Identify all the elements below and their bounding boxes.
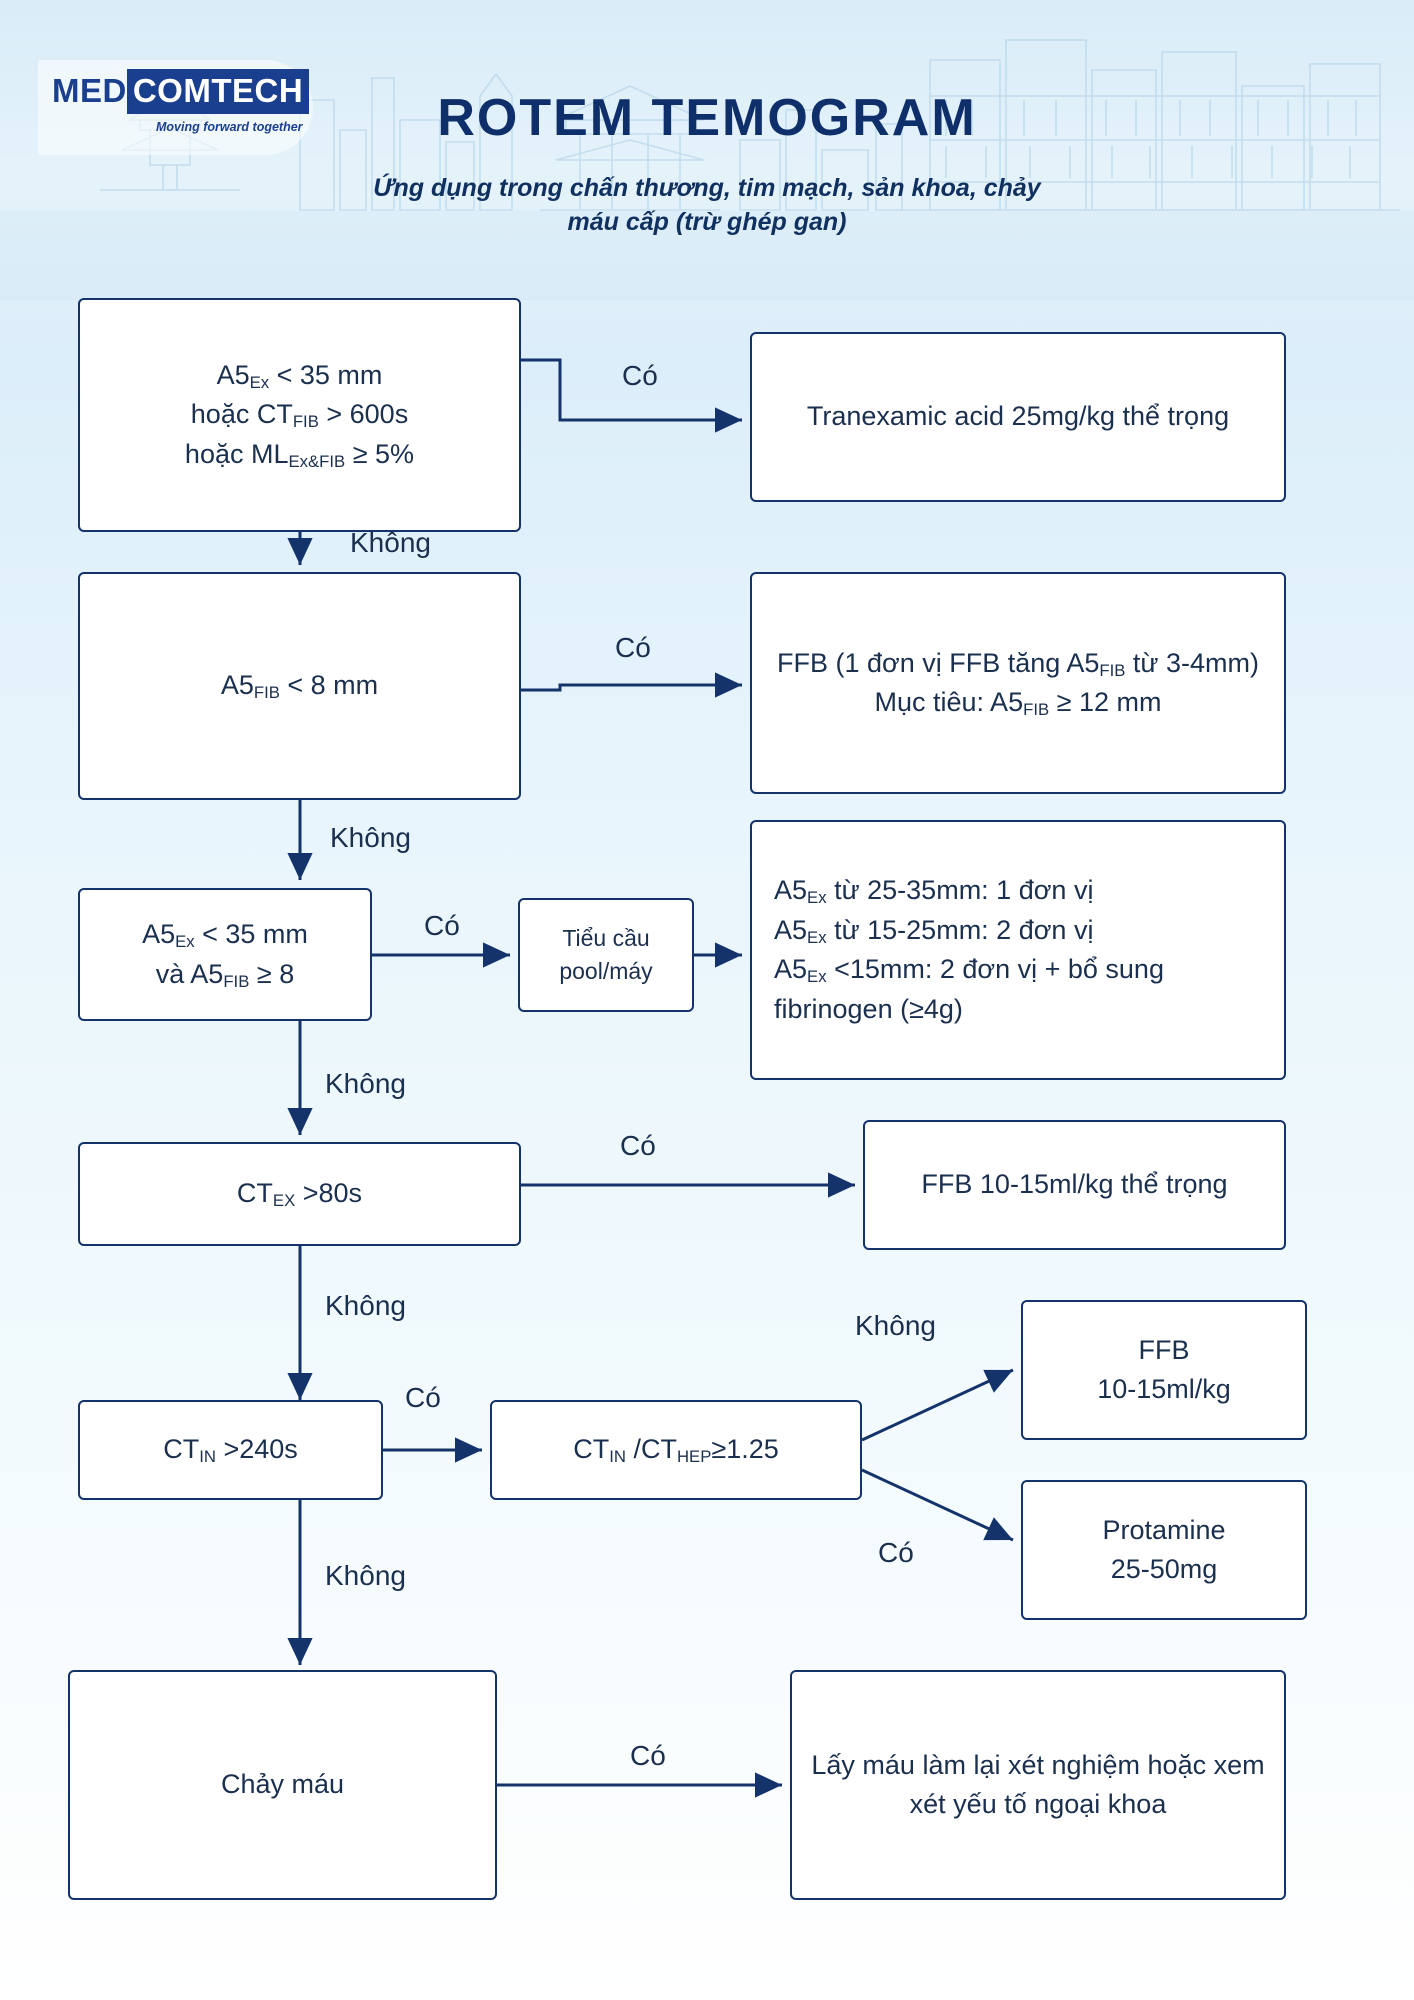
node-decision-3 xyxy=(78,888,372,1021)
edge-label-yes-1: Có xyxy=(622,360,658,391)
node-action-tranexamic xyxy=(750,332,1286,502)
node-action-platelet-detail xyxy=(750,820,1286,1080)
node-action-ffb-in-text: FFB 10-15ml/kg xyxy=(1097,1334,1231,1404)
node-decision-3-text: $A5_{Ex} < 35$ mm và $A5_{FIB} \ge 8$ xyxy=(142,919,308,991)
node-decision-5-text: $CT_{IN} >240s$ xyxy=(163,1434,298,1467)
page-subtitle: Ứng dụng trong chấn thương, tim mạch, sản khoa, chảy máu cấp (trừ ghép gan) xyxy=(373,174,1041,236)
node-action-platelet xyxy=(518,898,694,1012)
node-action-platelet-detail-text: $A5_{Ex}$ từ 25-35mm: 1 đơn vị $A5_{Ex}$ từ 15-25mm: 2 đơn vị $A5_{Ex} <15mm$: 2 đơn vị + bổ sung fibrinogen (≥4g) xyxy=(774,875,1164,1024)
node-decision-6-text: $CT_{IN}$ $/CT_{HEP}\ge 1.25$ xyxy=(573,1434,779,1467)
edge-label-yes-4: Có xyxy=(620,1130,656,1161)
edge-label-no-6: Không xyxy=(855,1310,936,1341)
node-decision-2-text: $A5_{FIB} < 8$ mm xyxy=(220,670,379,703)
edge-label-no-1: Không xyxy=(350,527,431,558)
node-action-ffb-fib-text: FFB (1 đơn vị FFB tăng $A5_{FIB}$ từ 3-4mm) Mục tiêu: $A5_{FIB} \ge 12$ mm xyxy=(777,647,1259,720)
edge-label-no-3: Không xyxy=(325,1068,406,1099)
node-decision-4-text: $CT_{EX} >80s$ xyxy=(236,1178,363,1211)
node-action-ffb-in xyxy=(1021,1300,1307,1440)
logo-comtech-text: COMTECH xyxy=(127,69,309,114)
edge-label-yes-7: Có xyxy=(630,1740,666,1771)
node-action-protamine-text: Protamine 25-50mg xyxy=(1102,1514,1226,1584)
node-decision-7-text: Chảy máu xyxy=(220,1769,345,1800)
node-action-ffb-fib xyxy=(750,572,1286,794)
edge-label-yes-6: Có xyxy=(878,1537,914,1568)
node-action-ffb-ex xyxy=(863,1120,1286,1250)
node-action-retest-text: Lấy máu làm lại xét nghiệm hoặc xem xét yếu tố ngoại khoa xyxy=(811,1749,1265,1819)
node-decision-2 xyxy=(78,572,521,800)
edge-label-no-5: Không xyxy=(325,1560,406,1591)
node-decision-1-text: $A5_{Ex} < 35$ mm hoặc $CT_{FIB} > 600s$ hoặc $ML_{Ex\&FIB} \ge 5\%$ xyxy=(184,359,415,471)
logo-med-text: MED xyxy=(52,72,127,109)
node-decision-5 xyxy=(78,1400,383,1500)
edge-label-yes-5: Có xyxy=(405,1382,441,1413)
node-decision-6 xyxy=(490,1400,862,1500)
edge-label-yes-3: Có xyxy=(424,910,460,941)
page-title: ROTEM TEMOGRAM xyxy=(437,89,977,147)
node-decision-7 xyxy=(68,1670,497,1900)
node-decision-1 xyxy=(78,298,521,532)
edge-label-no-2: Không xyxy=(330,822,411,853)
edge-label-no-4: Không xyxy=(325,1290,406,1321)
node-action-platelet-text: Tiểu cầu pool/máy xyxy=(559,924,653,984)
node-decision-4 xyxy=(78,1142,521,1246)
edge-label-yes-2: Có xyxy=(615,632,651,663)
node-action-tranexamic-text: Tranexamic acid 25mg/kg thể trọng xyxy=(806,401,1230,432)
node-action-ffb-ex-text: FFB 10-15ml/kg thể trọng xyxy=(921,1169,1228,1200)
node-action-retest xyxy=(790,1670,1286,1900)
logo-tagline: Moving forward together xyxy=(156,120,303,134)
node-action-protamine xyxy=(1021,1480,1307,1620)
